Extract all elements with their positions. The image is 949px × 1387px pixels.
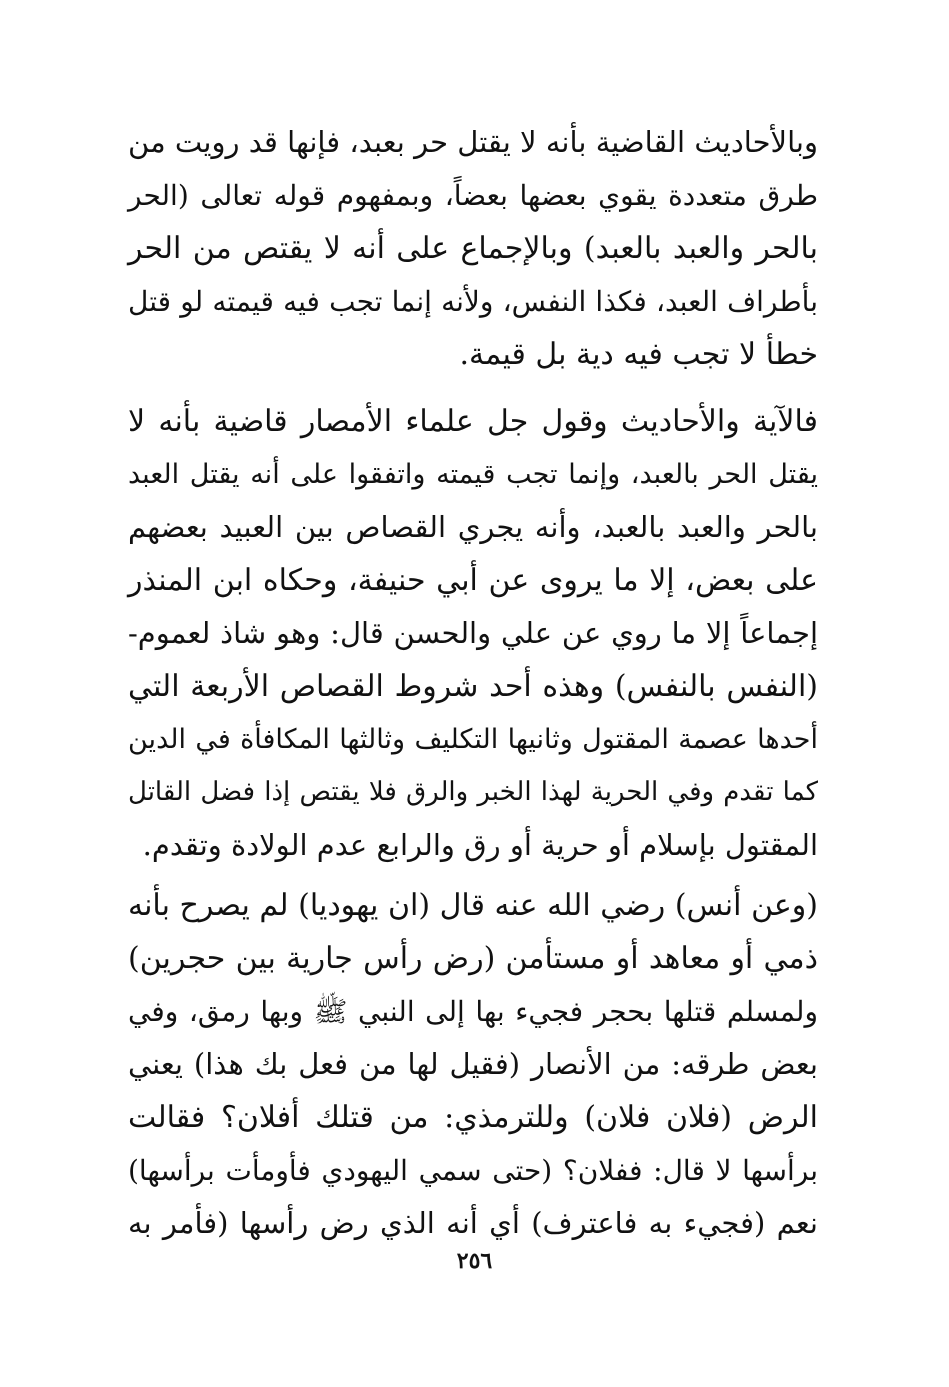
text-line: يقتل الحر بالعبد، وإنما تجب قيمته واتفقوا على أنه يقتل العبد <box>128 459 818 490</box>
text-line: نعم (فجيء به فاعترف) أي أنه الذي رض رأسها (فأمر به <box>128 1206 818 1240</box>
paragraph-2 <box>128 395 818 872</box>
text-line: بعض طرقه: من الأنصار (فقيل لها من فعل بك هذا) يعني <box>128 1047 818 1081</box>
text-line: (وعن أنس) رضي الله عنه قال (ان يهوديا) لم يصرح بأنه <box>128 888 818 923</box>
text-line: بالحر والعبد بالعبد، وأنه يجري القصاص بين العبيد بعضهم <box>128 510 818 544</box>
text-line: ذمي أو معاهد أو مستأمن (رض رأس جارية بين حجرين) <box>128 941 818 976</box>
text-line: إجماعاً إلا ما روي عن علي والحسن قال: وهو شاذ لعموم- <box>128 616 818 650</box>
text-line: فالآية والأحاديث وقول جل علماء الأمصار قاضية بأنه لا <box>128 404 818 439</box>
text-line: ولمسلم قتلها بحجر فجيء بها إلى النبي ﷺ وبها رمق، وفي <box>128 995 818 1028</box>
paragraph-3 <box>128 879 818 1250</box>
text-line: خطأ لا تجب فيه دية بل قيمة. <box>459 337 818 372</box>
text-line: كما تقدم وفي الحرية لهذا الخبر والرق فلا يقتص إذا فضل القاتل <box>128 777 818 807</box>
text-line: بأطراف العبد، فكذا النفس، ولأنه إنما تجب فيه قيمته لو قتل <box>128 285 818 318</box>
text-line: أحدها عصمة المقتول وثانيها التكليف وثالثها المكافأة في الدين <box>128 724 818 755</box>
text-line: وبالأحاديث القاضية بأنه لا يقتل حر بعبد، فإنها قد رويت من <box>128 125 818 159</box>
text-line: (النفس بالنفس) وهذه أحد شروط القصاص الأربعة التي <box>128 669 818 704</box>
text-line: بالحر والعبد بالعبد) وبالإجماع على أنه لا يقتص من الحر <box>128 231 818 266</box>
page-number: ٢٥٦ <box>456 1248 493 1274</box>
text-line: الرض (فلان فلان) وللترمذي: من قتلك أفلان؟ فقالت <box>128 1100 818 1135</box>
text-line: طرق متعددة يقوي بعضها بعضاً، وبمفهوم قوله تعالى (الحر <box>128 179 818 212</box>
text-line: على بعض، إلا ما يروى عن أبي حنيفة، وحكاه ابن المنذر <box>128 563 818 598</box>
paragraph-1 <box>128 116 818 381</box>
text-line: المقتول بإسلام أو حرية أو رق والرابع عدم الولادة وتقدم. <box>142 828 818 862</box>
text-line: برأسها لا قال: ففلان؟ (حتى سمي اليهودي فأومأت برأسها) <box>128 1154 818 1187</box>
